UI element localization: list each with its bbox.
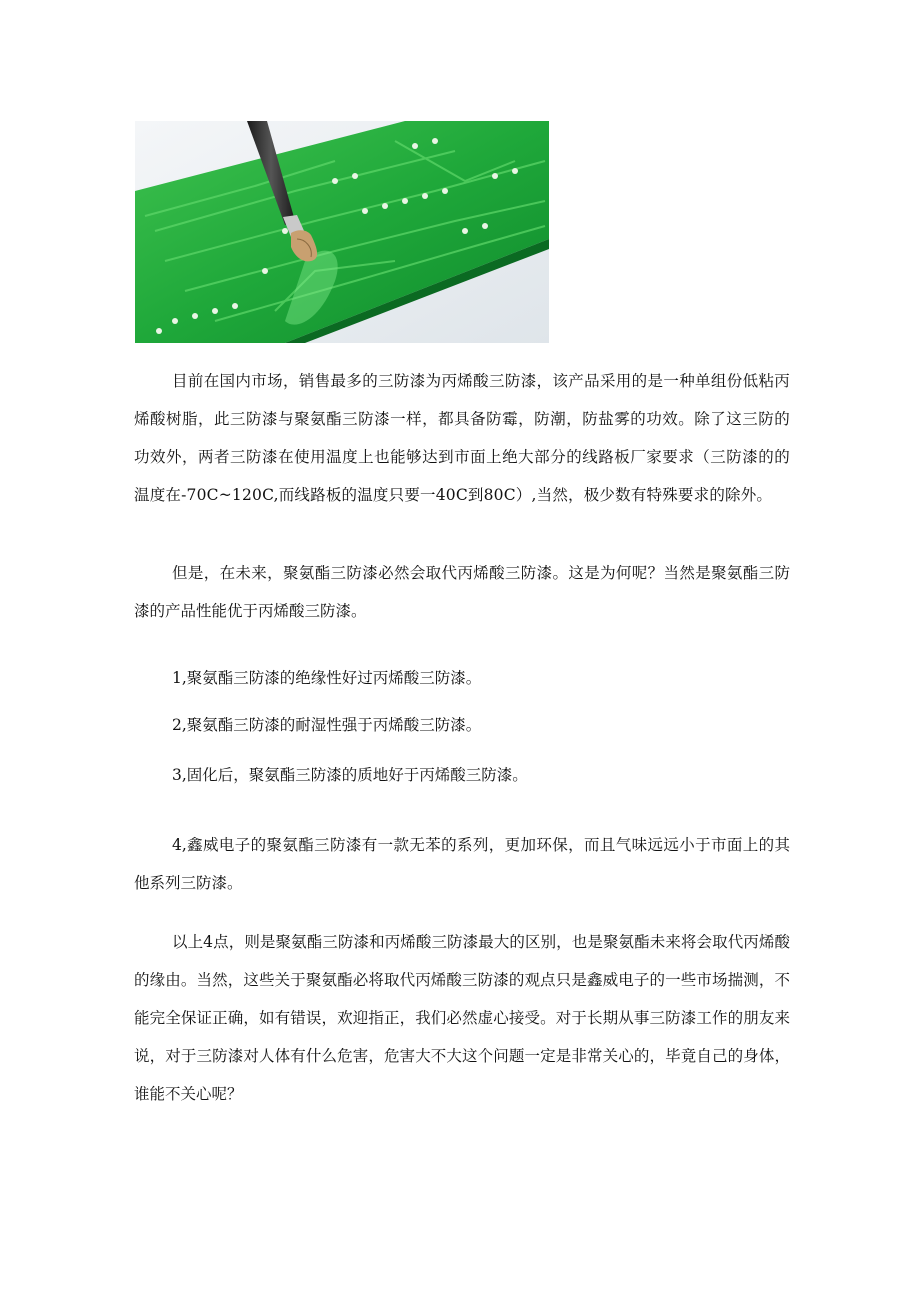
list-item-humidity: 2,聚氨酯三防漆的耐湿性强于丙烯酸三防漆。 — [172, 716, 482, 734]
paragraph-future: 但是，在未来，聚氨酯三防漆必然会取代丙烯酸三防漆。这是为何呢？当然是聚氨酯三防漆的产品性能优于丙烯酸三防漆。 — [134, 564, 790, 620]
paragraph-benzene-free: 4,鑫威电子的聚氨酯三防漆有一款无苯的系列，更加环保，而且气味远远小于市面上的其他系列三防漆。 — [134, 836, 790, 892]
pcb-brush-photo-icon — [135, 121, 549, 343]
paragraph-market: 目前在国内市场，销售最多的三防漆为丙烯酸三防漆，该产品采用的是一种单组份低粘丙烯酸树脂，此三防漆与聚氨酯三防漆一样，都具备防霉，防潮，防盐雾的功效。除了这三防的功效外，两者三防漆在使用温度上也能够达到市面上绝大部分的线路板厂家要求（三防漆的的温度在-70C~120C,而线路板的温度只要一40C到80C）,当然，极少数有特殊要求的除外。 — [134, 372, 790, 504]
list-item-texture: 3,固化后，聚氨酯三防漆的质地好于丙烯酸三防漆。 — [172, 766, 528, 784]
paragraph-conclusion: 以上4点，则是聚氨酯三防漆和丙烯酸三防漆最大的区别，也是聚氨酯未来将会取代丙烯酸的缘由。当然，这些关于聚氨酯必将取代丙烯酸三防漆的观点只是鑫威电子的一些市场揣测，不能完全保证正确，如有错误，欢迎指正，我们必然虚心接受。对于长期从事三防漆工作的朋友来说，对于三防漆对人体有什么危害，危害大不大这个问题一定是非常关心的，毕竟自己的身体，谁能不关心呢？ — [134, 933, 790, 1103]
pcb-coating-photo — [135, 121, 549, 343]
list-item-insulation: 1,聚氨酯三防漆的绝缘性好过丙烯酸三防漆。 — [172, 669, 482, 687]
